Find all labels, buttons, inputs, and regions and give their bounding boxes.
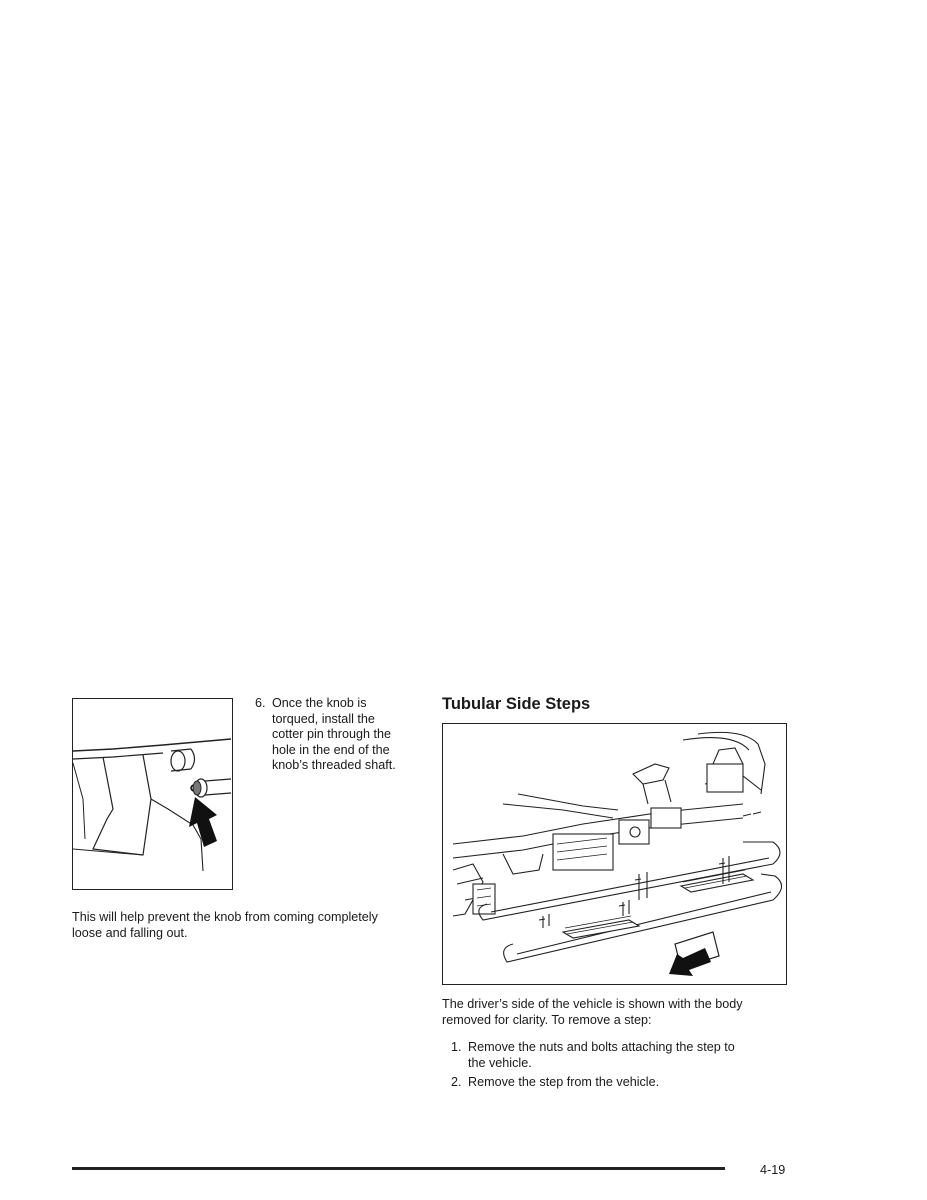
section-heading: Tubular Side Steps [442,695,591,713]
step-number: 2. [451,1075,462,1089]
side-steps-figure [442,723,787,985]
cotter-pin-figure [72,698,233,890]
footer-rule [72,1167,725,1170]
page-number: 4-19 [760,1163,786,1177]
step-2 [451,1075,787,1093]
knob-paragraph: This will help prevent the knob from coming completely loose and falling out. [72,910,378,940]
step-1 [451,1040,787,1072]
step-number: 6. [255,696,266,710]
steps-paragraph: The driver’s side of the vehicle is shown with the body removed for clarity. To remove a step: [442,997,743,1027]
step-number: 1. [451,1040,462,1054]
cotter-pin-illustration-icon [73,699,231,888]
step-text: Remove the step from the vehicle. [468,1075,660,1089]
step-6 [255,696,415,776]
step-text: Once the knob is torqued, install the cotter pin through the hole in the end of the knob’s threaded shaft. [272,696,396,772]
step-text: Remove the nuts and bolts attaching the step to the vehicle. [468,1040,735,1070]
tubular-side-steps-illustration-icon [443,724,785,983]
